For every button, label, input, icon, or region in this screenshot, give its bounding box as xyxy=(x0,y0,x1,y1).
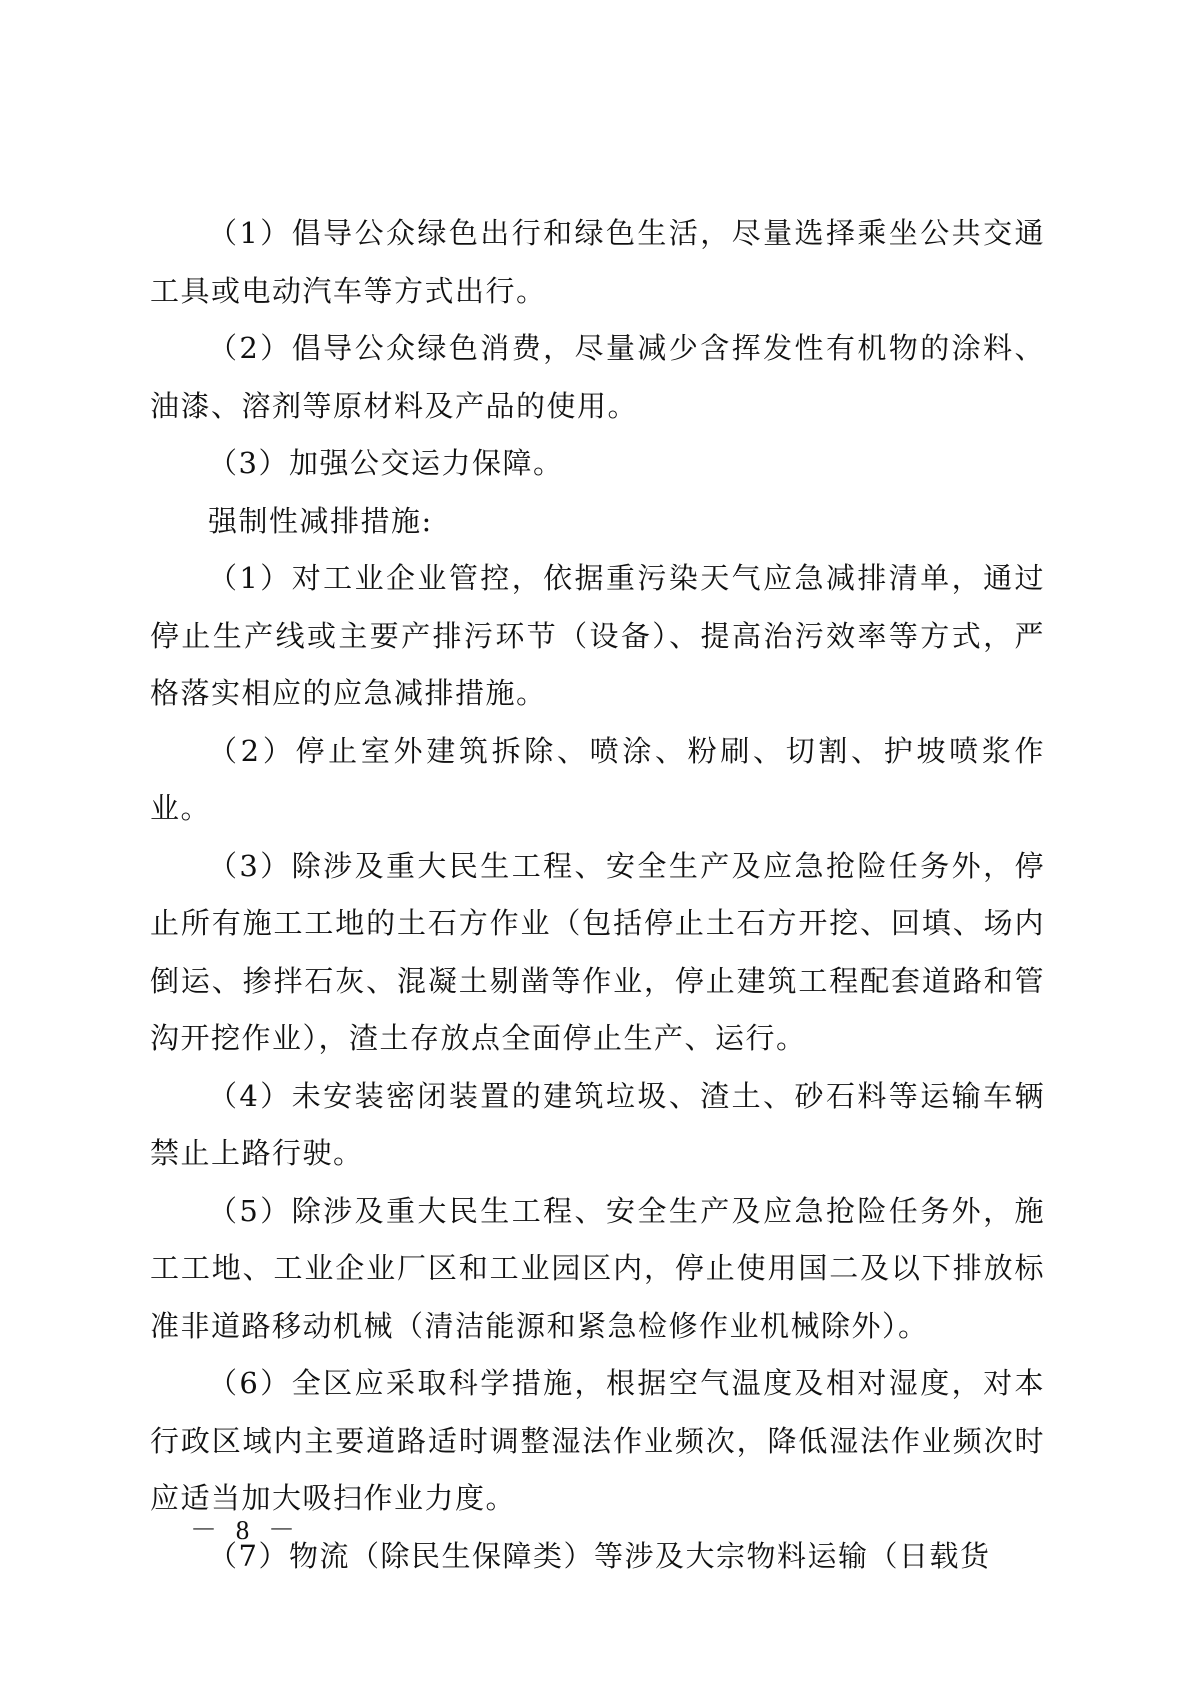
paragraph-green-consumption: （2）倡导公众绿色消费，尽量减少含挥发性有机物的涂料、油漆、溶剂等原材料及产品的使用。 xyxy=(150,331,1045,423)
paragraph-earthwork-stop: （3）除涉及重大民生工程、安全生产及应急抢险任务外，停止所有施工工地的土石方作业（包括停止土石方开挖、回填、场内倒运、掺拌石灰、混凝土剔凿等作业，停止建筑工程配套道路和管沟开挖作业），渣土存放点全面停止生产、运行。 xyxy=(150,848,1045,1055)
paragraph-road-wetting: （6）全区应采取科学措施，根据空气温度及相对湿度，对本行政区域内主要道路适时调整湿法作业频次，降低湿法作业频次时应适当加大吸扫作业力度。 xyxy=(150,1366,1045,1515)
page-number: － 8 － xyxy=(190,1515,301,1545)
document-body xyxy=(150,205,1045,1585)
section-heading-mandatory-measures: 强制性减排措施: xyxy=(208,503,433,538)
paragraph-green-travel: （1）倡导公众绿色出行和绿色生活，尽量选择乘坐公共交通工具或电动汽车等方式出行。 xyxy=(150,216,1045,308)
paragraph-logistics: （7）物流（除民生保障类）等涉及大宗物料运输（日载货 xyxy=(208,1538,991,1573)
paragraph-outdoor-construction: （2）停止室外建筑拆除、喷涂、粉刷、切割、护坡喷浆作业。 xyxy=(150,733,1045,825)
paragraph-industrial-control: （1）对工业企业管控，依据重污染天气应急减排清单，通过停止生产线或主要产排污环节（设备）、提高治污效率等方式，严格落实相应的应急减排措施。 xyxy=(150,561,1045,710)
paragraph-transport-vehicles: （4）未安装密闭装置的建筑垃圾、渣土、砂石料等运输车辆禁止上路行驶。 xyxy=(150,1078,1045,1170)
paragraph-public-transit: （3）加强公交运力保障。 xyxy=(208,446,564,480)
paragraph-nonroad-machinery: （5）除涉及重大民生工程、安全生产及应急抢险任务外，施工工地、工业企业厂区和工业园区内，停止使用国二及以下排放标准非道路移动机械（清洁能源和紧急检修作业机械除外）。 xyxy=(150,1193,1045,1343)
